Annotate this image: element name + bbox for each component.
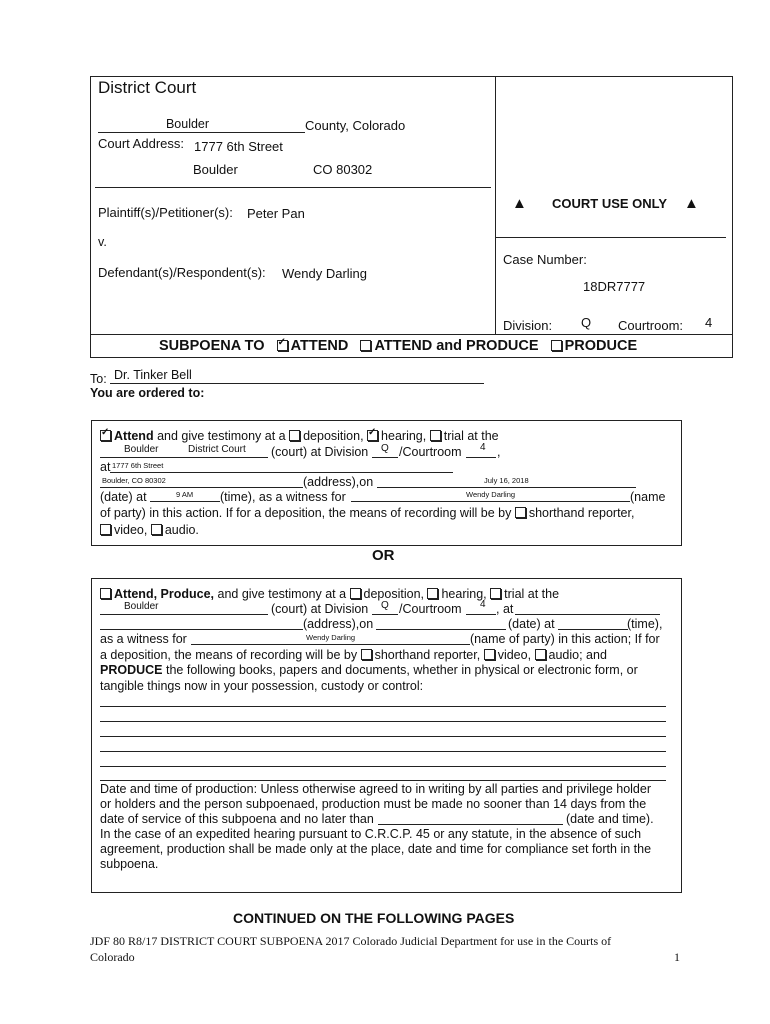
trial-checkbox[interactable] xyxy=(430,430,441,441)
p-courtroom-value[interactable]: 4 xyxy=(480,599,486,610)
video-label: video, xyxy=(114,523,148,537)
attend-produce-option: ATTEND and PRODUCE xyxy=(374,338,539,354)
address-label: (address),on xyxy=(303,475,374,489)
left-divider xyxy=(95,187,491,188)
production-para3a: date of service of this subpoena and no later than xyxy=(100,812,374,826)
p-date-label: (date) at xyxy=(508,617,555,631)
trial-label: trial at the xyxy=(443,429,499,443)
production-para3b: (date and time). xyxy=(566,812,654,826)
case-number-value[interactable]: 18DR7777 xyxy=(583,279,646,294)
time-line xyxy=(150,501,220,502)
shorthand-checkbox[interactable] xyxy=(515,507,526,518)
p-at-label: , at xyxy=(496,602,514,616)
p-party-line xyxy=(191,644,470,645)
plaintiff-value[interactable]: Peter Pan xyxy=(247,206,305,221)
production-para2: or holders and the person subpoenaed, production must be made no sooner than 14 days from the xyxy=(100,797,647,811)
division-label: Division: xyxy=(503,318,553,333)
p-witness-label: as a witness for xyxy=(100,632,187,646)
audio-label: audio. xyxy=(164,523,199,537)
attend-option: ATTEND xyxy=(290,338,349,354)
p-at-line xyxy=(515,614,660,615)
video-label: video, xyxy=(497,648,532,662)
caption-divider xyxy=(495,76,496,334)
courtroom-line xyxy=(466,457,496,458)
defendant-value[interactable]: Wendy Darling xyxy=(282,266,368,281)
audio-checkbox[interactable] xyxy=(535,649,546,660)
division-value[interactable]: Q xyxy=(581,315,592,330)
address-line xyxy=(100,487,303,488)
hearing-checkbox[interactable] xyxy=(367,430,378,441)
courtroom-val[interactable]: 4 xyxy=(480,442,486,453)
deadline-line[interactable] xyxy=(378,824,563,825)
produce-option: PRODUCE xyxy=(564,338,638,354)
video-checkbox[interactable] xyxy=(484,649,495,660)
p-line4-text: a deposition, the means of recording will be by xyxy=(100,648,358,662)
to-line xyxy=(110,383,484,384)
p-time-line xyxy=(558,629,628,630)
court-address-label: Court Address: xyxy=(98,136,184,151)
time-value[interactable]: 9 AM xyxy=(176,490,194,499)
address-line1[interactable]: 1777 6th Street xyxy=(194,139,283,154)
shorthand-label: shorthand reporter, xyxy=(528,506,635,520)
courtroom-value[interactable]: 4 xyxy=(705,315,713,330)
court-label: (court) at Division xyxy=(271,445,369,459)
produce-line4 xyxy=(100,648,607,662)
items-line[interactable] xyxy=(100,780,666,781)
p-date-line xyxy=(376,629,506,630)
footer-line1: JDF 80 R8/17 DISTRICT COURT SUBPOENA 2017 Colorado Judicial Department for use in the Courts of xyxy=(90,934,612,948)
items-line[interactable] xyxy=(100,706,666,707)
production-para6: subpoena. xyxy=(100,857,159,871)
p-division-value[interactable]: Q xyxy=(381,600,389,611)
hearing-label: hearing, xyxy=(381,429,427,443)
p-court-label: (court) at Division xyxy=(271,602,369,616)
party-line xyxy=(351,501,630,502)
case-number-label: Case Number: xyxy=(503,252,587,267)
p-address-line xyxy=(100,629,303,630)
attend-line5 xyxy=(100,506,634,520)
hearing-checkbox[interactable] xyxy=(427,588,438,599)
audio-checkbox[interactable] xyxy=(151,524,162,535)
produce-title: Attend, Produce, xyxy=(114,587,215,601)
footer-line2: Colorado xyxy=(90,950,135,964)
p-party-value[interactable]: Wendy Darling xyxy=(306,633,356,642)
trial-checkbox[interactable] xyxy=(490,588,501,599)
produce-checkbox[interactable] xyxy=(551,340,562,351)
court-field-line xyxy=(100,457,268,458)
county-field[interactable] xyxy=(98,118,405,133)
court-value1[interactable]: Boulder xyxy=(124,444,159,455)
at-line xyxy=(110,472,453,473)
address-value1[interactable]: 1777 6th Street xyxy=(112,461,164,470)
attend-box-checkbox[interactable] xyxy=(100,430,111,441)
ordered-label: You are ordered to: xyxy=(90,386,205,400)
attend-produce-checkbox[interactable] xyxy=(360,340,371,351)
triangle-up-icon: ▲ xyxy=(684,195,699,212)
production-para1: Date and time of production: Unless otherwise agreed to in writing by all parties and privilege holder xyxy=(100,782,651,796)
time-label: (time), as a witness for xyxy=(220,490,346,504)
deposition-label: deposition, xyxy=(363,587,424,601)
court-value2[interactable]: District Court xyxy=(188,444,246,455)
produce-bold: PRODUCE xyxy=(100,663,163,677)
party-value[interactable]: Wendy Darling xyxy=(466,490,516,499)
hearing-label: hearing, xyxy=(441,587,487,601)
versus: v. xyxy=(98,235,107,249)
page-number: 1 xyxy=(674,950,680,964)
date-label: (date) at xyxy=(100,490,147,504)
date-value[interactable]: July 16, 2018 xyxy=(484,476,529,485)
items-line[interactable] xyxy=(100,766,666,767)
shorthand-checkbox[interactable] xyxy=(361,649,372,660)
address-value2[interactable]: Boulder, CO 80302 xyxy=(102,476,166,485)
produce-line1 xyxy=(100,587,559,601)
p-time-label: (time), xyxy=(627,617,663,631)
items-line[interactable] xyxy=(100,721,666,722)
courtroom-label: Courtroom: xyxy=(618,318,684,333)
division-line xyxy=(372,457,398,458)
court-use-only: COURT USE ONLY xyxy=(552,196,668,211)
p-line5-text: the following books, papers and documents, whether in physical or electronic form, or xyxy=(166,663,638,677)
production-para5: agreement, production shall be made only at the place, date and time for compliance set forth in the xyxy=(100,842,652,856)
at-label: at xyxy=(100,460,111,474)
subpoena-to: SUBPOENA TO xyxy=(159,338,265,354)
items-line[interactable] xyxy=(100,751,666,752)
deposition-label: deposition, xyxy=(303,429,364,443)
state-zip[interactable]: CO 80302 xyxy=(313,162,373,177)
date-line xyxy=(377,487,636,488)
audio-label: audio; and xyxy=(548,648,607,662)
deposition-checkbox[interactable] xyxy=(289,430,300,441)
title-divider xyxy=(90,334,732,335)
p-court-value[interactable]: Boulder xyxy=(124,601,159,612)
continued-label: CONTINUED ON THE FOLLOWING PAGES xyxy=(233,910,515,926)
subpoena-title xyxy=(159,338,637,354)
attend-checkbox[interactable] xyxy=(277,340,288,351)
line5-text: of party) in this action. If for a deposition, the means of recording will be by xyxy=(100,506,512,520)
video-checkbox[interactable] xyxy=(100,524,111,535)
produce-line6: tangible things now in your possession, custody or control: xyxy=(100,679,424,693)
p-address-label: (address),on xyxy=(303,617,374,631)
to-value[interactable]: Dr. Tinker Bell xyxy=(114,368,192,382)
city[interactable]: Boulder xyxy=(193,162,238,177)
attend-line1 xyxy=(100,429,499,443)
p-party-label: (name of party) in this action; If for xyxy=(470,632,660,646)
produce-box-checkbox[interactable] xyxy=(100,588,111,599)
to-label: To: xyxy=(90,372,107,386)
shorthand-label: shorthand reporter, xyxy=(374,648,481,662)
defendant-label: Defendant(s)/Respondent(s): xyxy=(98,265,266,280)
county-value: Boulder xyxy=(165,117,210,131)
name-label: (name xyxy=(630,490,666,504)
plaintiff-label: Plaintiff(s)/Petitioner(s): xyxy=(98,205,233,220)
production-para4: In the case of an expedited hearing pursuant to C.R.C.P. 45 or any statute, in the absence of such xyxy=(100,827,642,841)
comma: , xyxy=(497,445,501,459)
court-name: District Court xyxy=(98,78,197,97)
division-val[interactable]: Q xyxy=(381,443,389,454)
right-divider xyxy=(495,237,726,238)
deposition-checkbox[interactable] xyxy=(350,588,361,599)
p-courtroom-line xyxy=(466,614,496,615)
p-courtroom-label: /Courtroom xyxy=(399,602,462,616)
triangle-up-icon: ▲ xyxy=(512,195,527,212)
trial-label: trial at the xyxy=(504,587,560,601)
p-court-line xyxy=(100,614,268,615)
items-line[interactable] xyxy=(100,736,666,737)
p-division-line xyxy=(372,614,398,615)
produce-line5 xyxy=(100,663,638,677)
attend-line6 xyxy=(100,523,199,537)
attend-text: and give testimony at a xyxy=(157,429,286,443)
county-label: County, Colorado xyxy=(305,118,406,133)
or-label: OR xyxy=(372,547,395,564)
courtroom-lbl: /Courtroom xyxy=(399,445,462,459)
attend-bold: Attend xyxy=(114,429,154,443)
produce-text: and give testimony at a xyxy=(217,587,347,601)
